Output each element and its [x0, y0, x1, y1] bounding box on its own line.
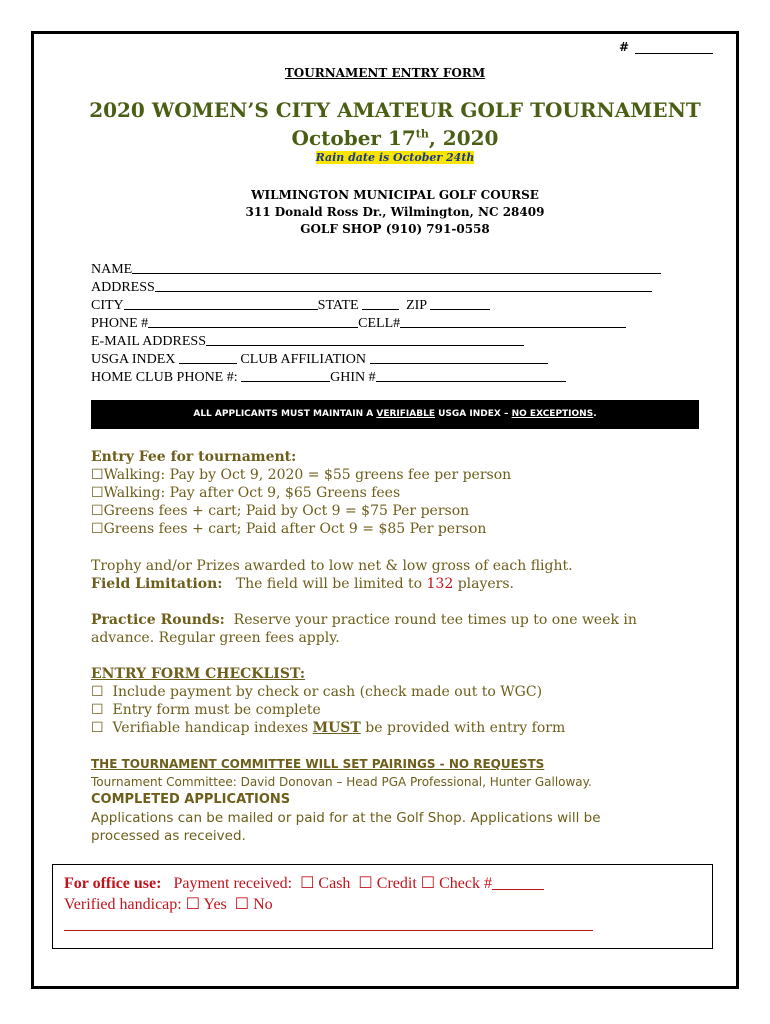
committee-text: Tournament Committee: David Donovan – Head PGA Professional, Hunter Galloway.	[91, 775, 592, 789]
checkbox-icon[interactable]: ☐	[91, 720, 104, 736]
usga-row	[91, 349, 548, 368]
office-use-label: For office use:	[64, 875, 162, 892]
form-number	[619, 40, 713, 54]
address-field[interactable]	[155, 277, 652, 292]
check-number-field[interactable]	[492, 874, 544, 890]
home-club-phone-field[interactable]	[241, 367, 330, 382]
checklist-item: ☐ Include payment by check or cash (check made out to WGC)	[91, 684, 543, 700]
checkbox-icon[interactable]: ☐	[234, 896, 250, 913]
checkbox-icon[interactable]: ☐	[91, 503, 104, 519]
name-row	[91, 259, 661, 278]
office-notes-line[interactable]	[64, 930, 593, 931]
phone-field[interactable]	[148, 313, 358, 328]
form-title: TOURNAMENT ENTRY FORM	[284, 66, 486, 80]
form-number-field[interactable]	[635, 42, 713, 54]
venue-address: 311 Donald Ross Dr., Wilmington, NC 28409	[245, 205, 545, 219]
email-label: E-MAIL ADDRESS	[91, 334, 206, 349]
pairings-notice: THE TOURNAMENT COMMITTEE WILL SET PAIRINGS - NO REQUESTS	[91, 757, 545, 771]
office-use-box	[52, 864, 713, 949]
fee-option[interactable]: ☐Walking: Pay by Oct 9, 2020 = $55 greens fee per person	[91, 467, 512, 483]
city-row	[91, 295, 490, 314]
usga-index-field[interactable]	[179, 349, 237, 364]
checkbox-icon[interactable]: ☐	[91, 684, 104, 700]
usga-notice-banner: ALL APPLICANTS MUST MAINTAIN A VERIFIABLE USGA INDEX – NO EXCEPTIONS.	[91, 400, 699, 429]
ghin-field[interactable]	[376, 367, 566, 382]
email-row	[91, 331, 524, 350]
name-label: NAME	[91, 262, 133, 277]
zip-label: ZIP	[406, 298, 427, 313]
city-field[interactable]	[124, 295, 318, 310]
office-payment-row: For office use: Payment received: ☐ Cash ☐ Credit ☐ Check #	[64, 873, 544, 893]
state-field[interactable]	[362, 295, 399, 310]
checkbox-icon[interactable]: ☐	[91, 467, 104, 483]
home-club-row	[91, 367, 566, 386]
field-limitation: Field Limitation: The field will be limited to 132 players.	[91, 576, 515, 592]
fee-option[interactable]: ☐Walking: Pay after Oct 9, $65 Greens fees	[91, 485, 401, 501]
checkbox-icon[interactable]: ☐	[358, 875, 373, 892]
city-label: CITY	[91, 298, 124, 313]
office-handicap-row: Verified handicap: ☐ Yes ☐ No	[64, 896, 273, 913]
fee-option[interactable]: ☐Greens fees + cart; Paid by Oct 9 = $75 Per person	[91, 503, 470, 519]
completed-text: Applications can be mailed or paid for at the Golf Shop. Applications will be	[91, 810, 601, 826]
tournament-date: October 17th, 2020	[291, 126, 499, 150]
home-club-phone-label: HOME CLUB PHONE #:	[91, 370, 238, 385]
address-label: ADDRESS	[91, 280, 155, 295]
entry-fee-heading: Entry Fee for tournament:	[91, 449, 297, 465]
checklist-heading: ENTRY FORM CHECKLIST:	[91, 666, 306, 682]
club-affiliation-field[interactable]	[370, 349, 548, 364]
cell-field[interactable]	[400, 313, 626, 328]
practice-rounds-cont: advance. Regular green fees apply.	[91, 630, 340, 646]
checklist-item: ☐ Entry form must be complete	[91, 702, 321, 718]
checkbox-icon[interactable]: ☐	[91, 702, 104, 718]
venue-name: WILMINGTON MUNICIPAL GOLF COURSE	[251, 188, 539, 202]
club-affiliation-label: CLUB AFFILIATION	[240, 352, 367, 367]
venue-phone: GOLF SHOP (910) 791-0558	[300, 222, 490, 236]
cell-label: CELL#	[358, 316, 401, 331]
phone-row	[91, 313, 626, 332]
checklist-item: ☐ Verifiable handicap indexes MUST be provided with entry form	[91, 720, 566, 736]
tournament-title: 2020 WOMEN’S CITY AMATEUR GOLF TOURNAMENT	[89, 98, 701, 122]
fee-option[interactable]: ☐Greens fees + cart; Paid after Oct 9 = $85 Per person	[91, 521, 487, 537]
name-field[interactable]	[132, 259, 661, 274]
state-label: STATE	[317, 298, 359, 313]
zip-field[interactable]	[430, 295, 490, 310]
form-number-label: #	[618, 40, 629, 54]
checkbox-icon[interactable]: ☐	[185, 896, 201, 913]
email-field[interactable]	[206, 331, 524, 346]
phone-label: PHONE #	[91, 316, 149, 331]
completed-text-cont: processed as received.	[91, 828, 246, 844]
practice-rounds: Practice Rounds: Reserve your practice round tee times up to one week in	[91, 612, 637, 628]
rain-date: Rain date is October 24th	[315, 151, 475, 164]
checkbox-icon[interactable]: ☐	[420, 875, 436, 892]
usga-index-label: USGA INDEX	[91, 352, 176, 367]
completed-heading: COMPLETED APPLICATIONS	[91, 792, 291, 807]
address-row	[91, 277, 652, 296]
checkbox-icon[interactable]: ☐	[91, 485, 104, 501]
checkbox-icon[interactable]: ☐	[300, 875, 315, 892]
ghin-label: GHIN #	[330, 370, 376, 385]
trophy-text: Trophy and/or Prizes awarded to low net & low gross of each flight.	[91, 558, 573, 574]
checkbox-icon[interactable]: ☐	[91, 521, 104, 537]
